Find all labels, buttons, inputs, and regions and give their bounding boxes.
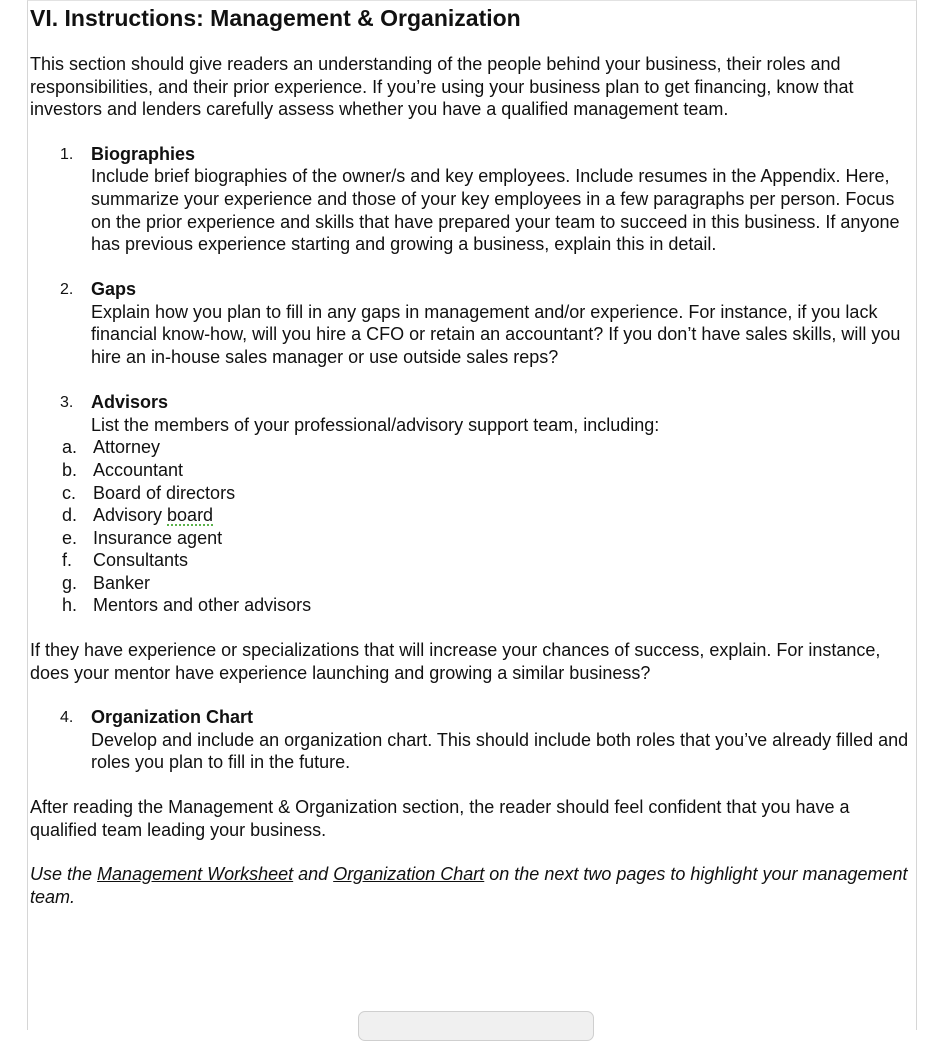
- item-number: 3.: [60, 394, 74, 412]
- item-number: 2.: [60, 281, 74, 299]
- document-content: [30, 5, 910, 908]
- list-item-gaps: [30, 278, 910, 368]
- numbered-list-continued: [30, 706, 910, 774]
- advisors-note: If they have experience or specializations that will increase your chances of success, explain. For instance, does your mentor have experience launching and growing a similar business?: [30, 640, 881, 683]
- management-worksheet-link[interactable]: Management Worksheet: [97, 864, 294, 885]
- document-page: [27, 0, 917, 1030]
- item-body: Include brief biographies of the owner/s and key employees. Include resumes in the Appendix. Here, summarize your experience and those of your key employees in a few paragraphs per person. Focus on the prior experience and skills that have prepared your team to succeed in this business. If anyone has previous experience starting and growing a business, explain this in detail.: [91, 166, 900, 255]
- list-item-biographies: [30, 143, 910, 256]
- page-navigation-pill[interactable]: [358, 1011, 594, 1041]
- list-item: b. Accountant: [62, 459, 184, 480]
- item-title: Advisors: [91, 392, 169, 413]
- list-item: g. Banker: [62, 572, 151, 593]
- list-item: d. Advisory board: [62, 505, 214, 526]
- advisors-sublist: [30, 436, 910, 617]
- organization-chart-link[interactable]: Organization Chart: [333, 864, 485, 885]
- item-title: Gaps: [91, 279, 137, 300]
- grammar-flagged-word[interactable]: board: [167, 505, 214, 526]
- list-item: h. Mentors and other advisors: [62, 595, 312, 616]
- list-item: e. Insurance agent: [62, 527, 223, 548]
- item-title: Organization Chart: [91, 707, 254, 728]
- section-heading: VI. Instructions: Management & Organization: [30, 5, 521, 31]
- list-item: f. Consultants: [62, 550, 189, 571]
- item-number: 4.: [60, 709, 74, 727]
- item-title: Biographies: [91, 143, 196, 164]
- item-number: 1.: [60, 145, 74, 163]
- intro-paragraph: This section should give readers an understanding of the people behind your business, their roles and responsibilities, and their prior experience. If you’re using your business plan to get financing, know that investors and lenders carefully assess whether you have a qualified management team.: [30, 54, 854, 120]
- list-item: a. Attorney: [62, 437, 161, 458]
- numbered-list: [30, 143, 910, 437]
- item-body: List the members of your professional/advisory support team, including:: [91, 414, 660, 435]
- item-body: Develop and include an organization chart. This should include both roles that you’ve already filled and roles you plan to fill in the future.: [91, 729, 909, 773]
- closing-paragraph: After reading the Management & Organization section, the reader should feel confident that you have a qualified team leading your business.: [30, 797, 850, 840]
- list-item: c. Board of directors: [62, 482, 236, 503]
- list-item-organization-chart: [30, 706, 910, 774]
- final-note: Use the Management Worksheet and Organization Chart on the next two pages to highlight your management team.: [30, 864, 908, 907]
- list-item-advisors: [30, 391, 910, 436]
- item-body: Explain how you plan to fill in any gaps in management and/or experience. For instance, if you lack financial know-how, will you hire a CFO or retain an accountant? If you don’t have sales skills, will you hire an in-house sales manager or use outside sales reps?: [91, 301, 901, 368]
